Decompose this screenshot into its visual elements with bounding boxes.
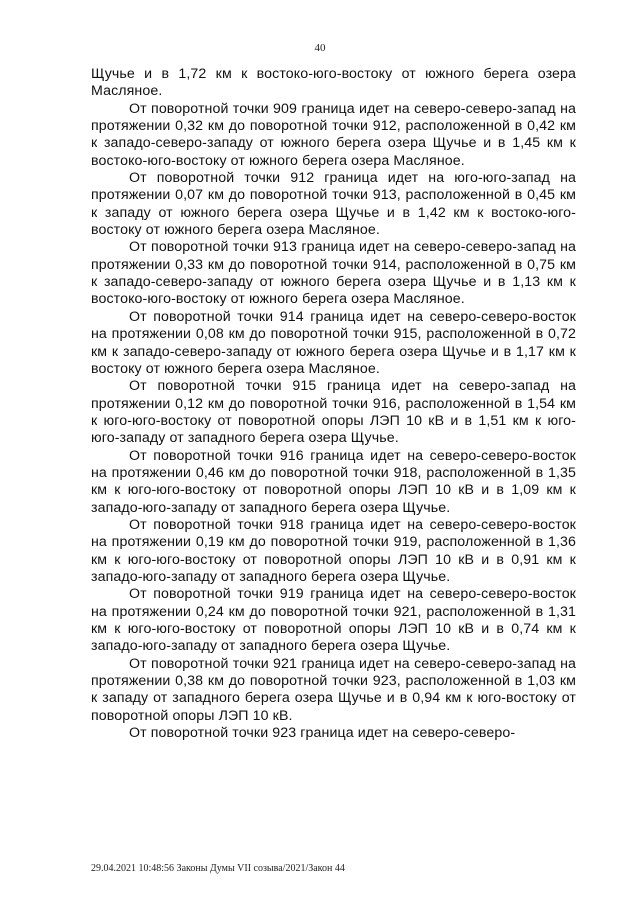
document-body bbox=[91, 66, 576, 742]
document-footer: 29.04.2021 10:48:56 Законы Думы VII созыва/2021/Закон 44 bbox=[91, 863, 345, 874]
side-watermark bbox=[626, 590, 636, 895]
paragraph: Щучье и в 1,72 км к востоко-юго-востоку от южного берега озера Масляное. bbox=[91, 66, 576, 100]
paragraph: От поворотной точки 919 граница идет на северо-северо-восток на протяжении 0,24 км до поворотной точки 921, расположенной в 1,31 км к юго-юго-востоку от поворотной опоры ЛЭП 10 кВ и в 0,74 км к западо-юго-западу от западного берега озера Щучье. bbox=[91, 586, 576, 655]
paragraph: От поворотной точки 918 граница идет на северо-северо-восток на протяжении 0,19 км до поворотной точки 919, расположенной в 1,36 км к юго-юго-востоку от поворотной опоры ЛЭП 10 кВ и в 0,91 км к западо-юго-западу от западного берега озера Щучье. bbox=[91, 516, 576, 585]
paragraph: От поворотной точки 921 граница идет на северо-северо-запад на протяжении 0,38 км до поворотной точки 923, расположенной в 1,03 км к западу от западного берега озера Щучье и в 0,94 км к юго-востоку от поворотной опоры ЛЭП 10 кВ. bbox=[91, 655, 576, 724]
paragraph: От поворотной точки 909 граница идет на северо-северо-запад на протяжении 0,32 км до поворотной точки 912, расположенной в 0,42 км к западо-северо-западу от южного берега озера Щучье и в 1,45 км к востоко-юго-востоку от южного берега озера Масляное. bbox=[91, 100, 576, 169]
paragraph: От поворотной точки 913 граница идет на северо-северо-запад на протяжении 0,33 км до поворотной точки 914, расположенной в 0,75 км к западо-северо-западу от южного берега озера Щучье и в 1,13 км к востоко-юго-востоку от южного берега озера Масляное. bbox=[91, 239, 576, 308]
paragraph: От поворотной точки 923 граница идет на северо-северо- bbox=[129, 725, 516, 742]
paragraph: От поворотной точки 914 граница идет на северо-северо-восток на протяжении 0,08 км до поворотной точки 915, расположенной в 0,72 км к западо-северо-западу от южного берега озера Щучье и в 1,17 км к востоку от южного берега озера Масляное. bbox=[91, 308, 576, 377]
paragraph: От поворотной точки 912 граница идет на юго-юго-запад на протяжении 0,07 км до поворотной точки 913, расположенной в 0,45 км к западу от южного берега озера Щучье и в 1,42 км к востоко-юго-востоку от южного берега озера Масляное. bbox=[91, 170, 576, 239]
paragraph: От поворотной точки 916 граница идет на северо-северо-восток на протяжении 0,46 км до поворотной точки 918, расположенной в 1,35 км к юго-юго-востоку от поворотной опоры ЛЭП 10 кВ и в 1,09 км к западо-юго-западу от западного берега озера Щучье. bbox=[91, 447, 576, 516]
paragraph: От поворотной точки 915 граница идет на северо-запад на протяжении 0,12 км до поворотной точки 916, расположенной в 1,54 км к юго-юго-востоку от поворотной опоры ЛЭП 10 кВ и в 1,51 км к юго-юго-западу от западного берега озера Щучье. bbox=[91, 378, 576, 447]
page-number: 40 bbox=[314, 42, 326, 54]
